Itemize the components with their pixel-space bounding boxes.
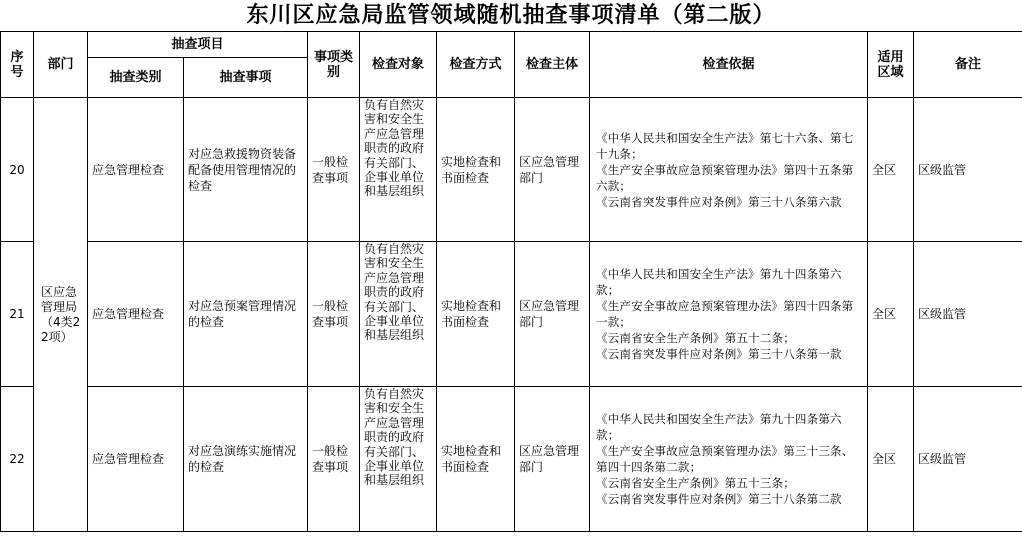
table-row	[1, 387, 1022, 532]
method-cell: 实地检查和书面检查	[437, 242, 515, 387]
header-subject: 检查主体	[515, 32, 590, 98]
region-cell: 全区	[868, 98, 914, 242]
category-cell: 应急管理检查	[88, 98, 184, 242]
page-title: 东川区应急局监管领域随机抽查事项清单（第二版）	[246, 3, 776, 28]
method-cell: 实地检查和书面检查	[437, 387, 515, 532]
basis-cell	[590, 242, 868, 387]
basis-line: 《中华人民共和国安全生产法》第九十四条第六款；	[596, 267, 842, 297]
table-row	[1, 242, 1022, 387]
header-method: 检查方式	[437, 32, 515, 98]
region-cell: 全区	[868, 242, 914, 387]
target-cell: 负有自然灾害和安全生产应急管理职责的政府有关部门、企事业单位和基层组织	[360, 387, 437, 532]
seq-cell: 22	[1, 387, 34, 532]
seq-cell: 21	[1, 242, 34, 387]
header-remark: 备注	[914, 32, 1022, 98]
subject-cell: 区应急管理部门	[515, 387, 590, 532]
basis-line: 《云南省突发事件应对条例》第三十八条第二款	[596, 492, 842, 506]
header-type: 事项类别	[308, 32, 360, 98]
subject-cell: 区应急管理部门	[515, 98, 590, 242]
basis-line: 《云南省安全生产条例》第五十二条；	[596, 331, 795, 345]
remark-cell: 区级监管	[914, 242, 1022, 387]
header-region: 适用区域	[868, 32, 914, 98]
remark-cell: 区级监管	[914, 98, 1022, 242]
header-category: 抽查类别	[88, 58, 184, 98]
header-target: 检查对象	[360, 32, 437, 98]
target-cell: 负有自然灾害和安全生产应急管理职责的政府有关部门、企事业单位和基层组织	[360, 98, 437, 242]
matter-cell: 对应急演练实施情况的检查	[184, 387, 308, 532]
table-row	[1, 98, 1022, 242]
inspection-table	[0, 31, 1022, 532]
header-basis: 检查依据	[590, 32, 868, 98]
category-cell: 应急管理检查	[88, 242, 184, 387]
method-cell: 实地检查和书面检查	[437, 98, 515, 242]
basis-line: 《生产安全事故应急预案管理办法》第三十三条、第四十四条第二款；	[596, 444, 854, 474]
basis-line: 《中华人民共和国安全生产法》第七十六条、第七十九条；	[596, 130, 854, 161]
basis-line: 《中华人民共和国安全生产法》第九十四条第六款；	[596, 412, 842, 442]
type-cell: 一般检查事项	[308, 242, 360, 387]
basis-cell	[590, 387, 868, 532]
header-matter: 抽查事项	[184, 58, 308, 98]
type-cell: 一般检查事项	[308, 98, 360, 242]
basis-line: 《云南省安全生产条例》第五十三条；	[596, 476, 795, 490]
basis-line: 《云南省突发事件应对条例》第三十八条第一款	[596, 347, 842, 361]
basis-cell	[590, 98, 868, 242]
header-items-group: 抽查项目	[88, 32, 308, 58]
department-cell	[34, 98, 88, 532]
department-label: 区应急管理局（4类22项）	[41, 284, 81, 344]
basis-line: 《云南省突发事件应对条例》第三十八条第六款	[596, 194, 842, 209]
header-seq: 序号	[1, 32, 34, 98]
target-cell: 负有自然灾害和安全生产应急管理职责的政府有关部门、企事业单位和基层组织	[360, 242, 437, 387]
region-cell: 全区	[868, 387, 914, 532]
basis-line: 《生产安全事故应急预案管理办法》第四十四条第一款；	[596, 299, 854, 329]
header-row-1	[1, 32, 1022, 58]
subject-cell: 区应急管理部门	[515, 242, 590, 387]
seq-cell: 20	[1, 98, 34, 242]
matter-cell: 对应急救援物资装备配备使用管理情况的检查	[184, 98, 308, 242]
remark-cell: 区级监管	[914, 387, 1022, 532]
basis-line: 《生产安全事故应急预案管理办法》第四十五条第六款；	[596, 162, 854, 193]
matter-cell: 对应急预案管理情况的检查	[184, 242, 308, 387]
header-dept: 部门	[34, 32, 88, 98]
type-cell: 一般检查事项	[308, 387, 360, 532]
category-cell: 应急管理检查	[88, 387, 184, 532]
